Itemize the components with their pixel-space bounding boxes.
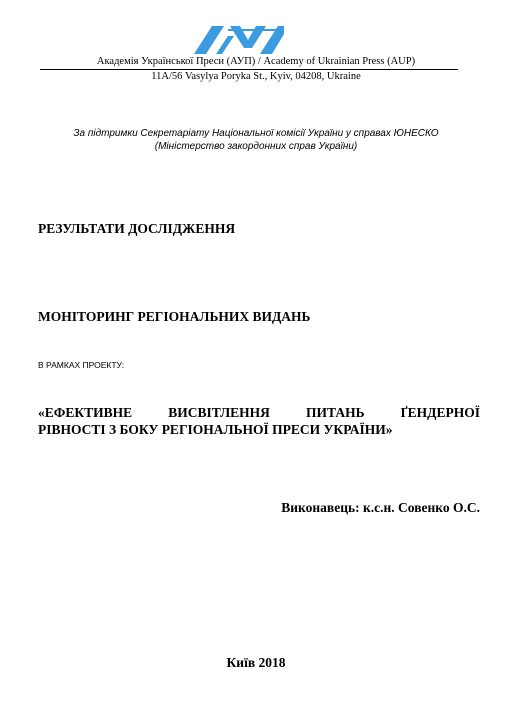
aup-logo-icon [194,26,284,54]
report-subtitle: МОНІТОРИНГ РЕГІОНАЛЬНИХ ВИДАНЬ [38,309,311,324]
author: Виконавець: к.с.н. Совенко О.С. [281,500,480,515]
project-title-line-2: РІВНОСТІ З БОКУ РЕГІОНАЛЬНОЇ ПРЕСИ УКРАЇНИ» [38,422,393,437]
support-line-2: (Міністерство закордонних справ України) [154,141,358,152]
project-title-word: ВИСВІТЛЕННЯ [168,405,270,420]
org-name: Академія Української Преси (АУП) / Academy of Ukrainian Press (AUP) [96,56,416,67]
city-year: Київ 2018 [226,655,286,670]
support-line-1: За підтримки Секретаріату Національної комісії України у справах ЮНЕСКО [73,128,439,139]
project-title [38,404,480,438]
header-rule [40,69,458,70]
report-type-title: РЕЗУЛЬТАТИ ДОСЛІДЖЕННЯ [38,221,236,236]
project-title-word: ПИТАНЬ [306,405,365,420]
project-title-word: ҐЕНДЕРНОЇ [400,405,480,420]
org-address: 11А/56 Vasylya Poryka St., Kyiv, 04208, Ukraine [151,71,361,82]
project-label: В РАМКАХ ПРОЕКТУ: [38,360,125,370]
project-title-word: «ЕФЕКТИВНЕ [38,405,133,420]
